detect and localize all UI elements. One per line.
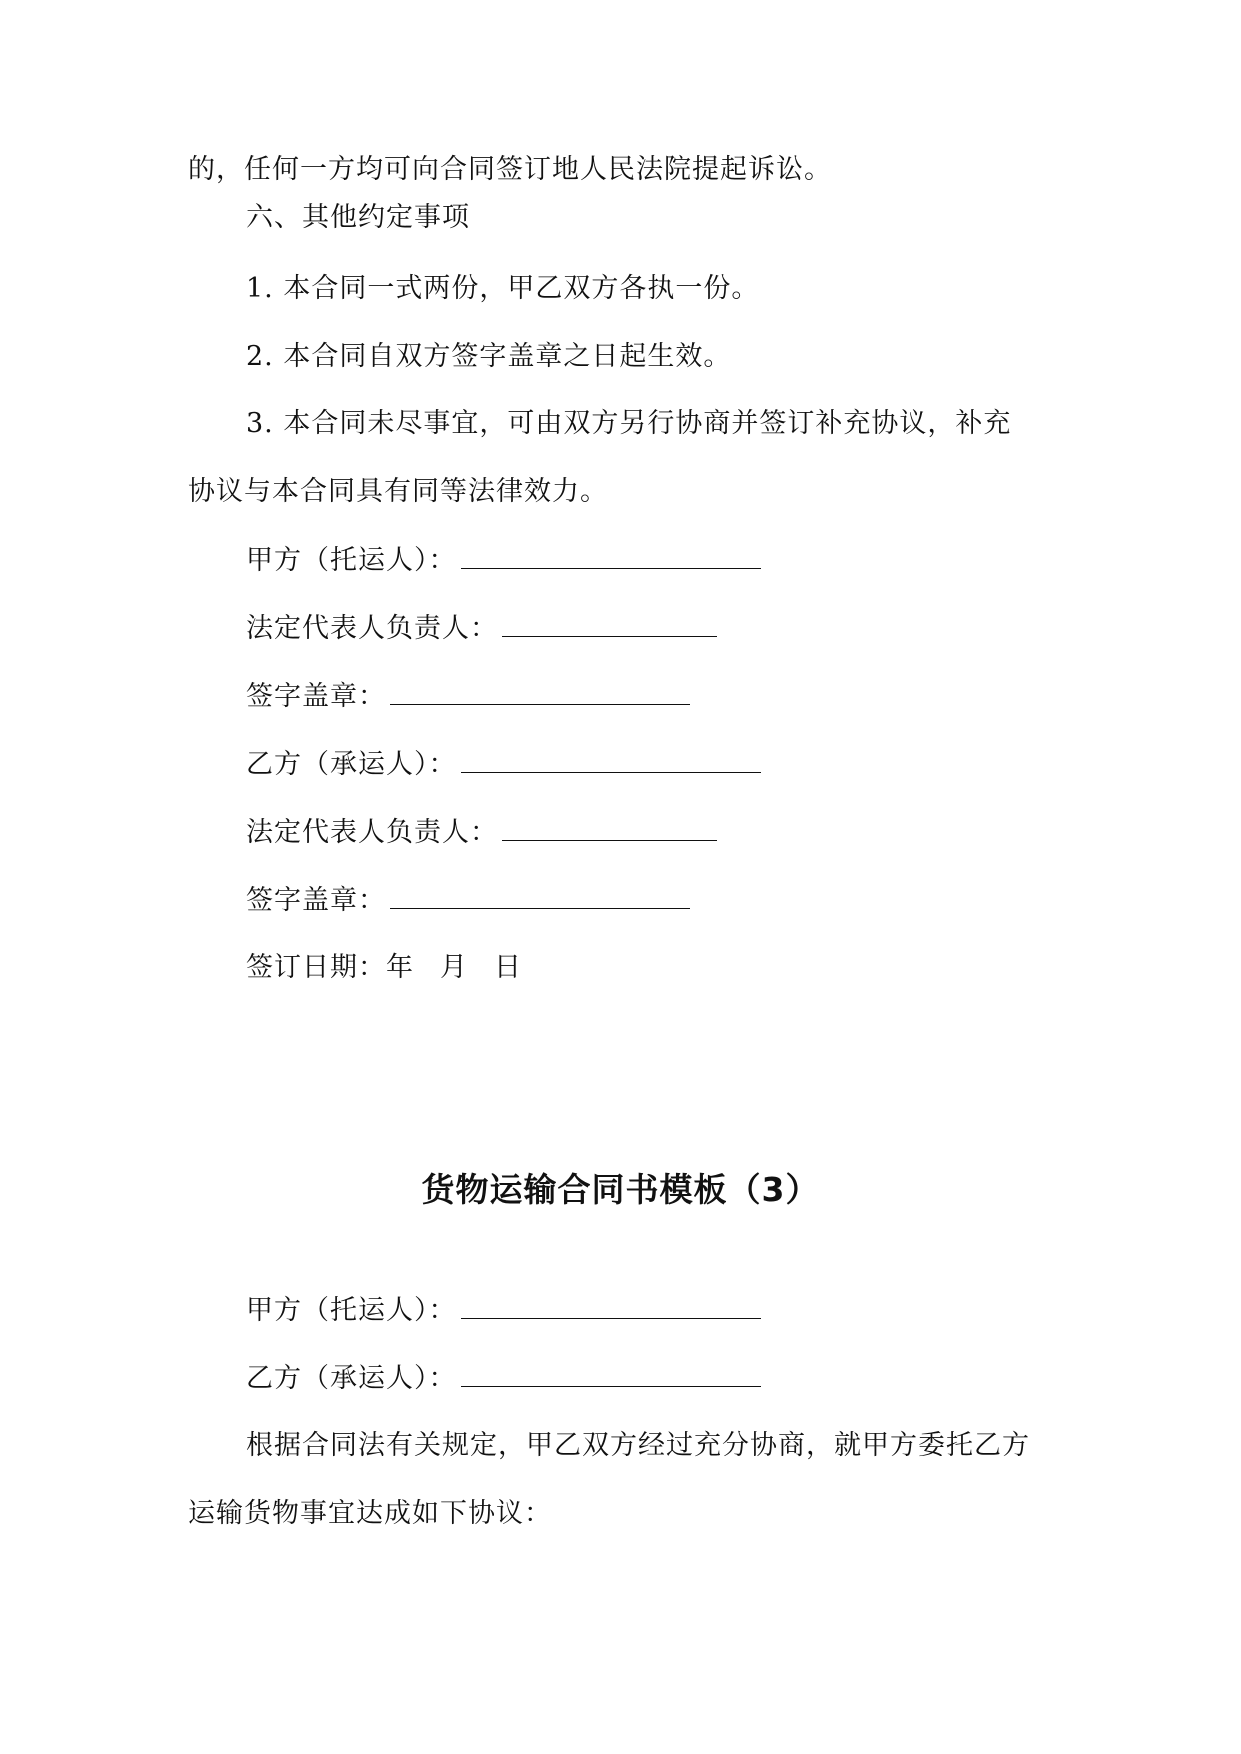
month-label: 月	[440, 952, 468, 983]
year-label: 年	[386, 952, 414, 983]
section3-party-a-line	[246, 1292, 761, 1329]
section3-party-b-label: 乙方（承运人）：	[246, 1363, 457, 1394]
legal-rep-b-line	[246, 814, 717, 851]
seal-a-label: 签字盖章：	[246, 681, 386, 712]
day-label: 日	[494, 952, 522, 983]
seal-b-line	[246, 882, 690, 919]
legal-rep-a-label: 法定代表人负责人：	[246, 613, 498, 644]
seal-b-blank	[390, 882, 690, 909]
section3-party-b-blank	[461, 1360, 761, 1387]
intro-paragraph-line-1: 根据合同法有关规定，甲乙双方经过充分协商，就甲方委托乙方	[246, 1430, 1030, 1461]
party-b-blank	[461, 746, 761, 773]
section3-party-a-label: 甲方（托运人）：	[246, 1295, 457, 1326]
clause-2: 2. 本合同自双方签字盖章之日起生效。	[246, 341, 732, 372]
party-a-signature-line	[246, 542, 761, 579]
section-heading: 六、其他约定事项	[246, 202, 470, 233]
sign-date-label: 签订日期：	[246, 952, 386, 983]
seal-b-label: 签字盖章：	[246, 885, 386, 916]
party-a-label: 甲方（托运人）：	[246, 545, 457, 576]
legal-rep-a-line	[246, 610, 717, 647]
sign-date-line	[246, 950, 522, 986]
seal-a-blank	[390, 678, 690, 705]
party-a-blank	[461, 542, 761, 569]
legal-rep-a-blank	[502, 610, 717, 637]
clause-3: 3. 本合同未尽事宜，可由双方另行协商并签订补充协议，补充	[246, 408, 1012, 439]
section-title: 货物运输合同书模板（3）	[421, 1170, 820, 1209]
intro-paragraph-line-2: 运输货物事宜达成如下协议：	[188, 1498, 552, 1529]
clause-3-continued: 协议与本合同具有同等法律效力。	[188, 476, 608, 507]
section3-party-b-line	[246, 1360, 761, 1397]
legal-rep-b-label: 法定代表人负责人：	[246, 817, 498, 848]
party-b-label: 乙方（承运人）：	[246, 749, 457, 780]
legal-rep-b-blank	[502, 814, 717, 841]
paragraph-line: 的，任何一方均可向合同签订地人民法院提起诉讼。	[188, 154, 832, 185]
seal-a-line	[246, 678, 690, 715]
party-b-signature-line	[246, 746, 761, 783]
clause-1: 1. 本合同一式两份，甲乙双方各执一份。	[246, 273, 760, 304]
section3-party-a-blank	[461, 1292, 761, 1319]
